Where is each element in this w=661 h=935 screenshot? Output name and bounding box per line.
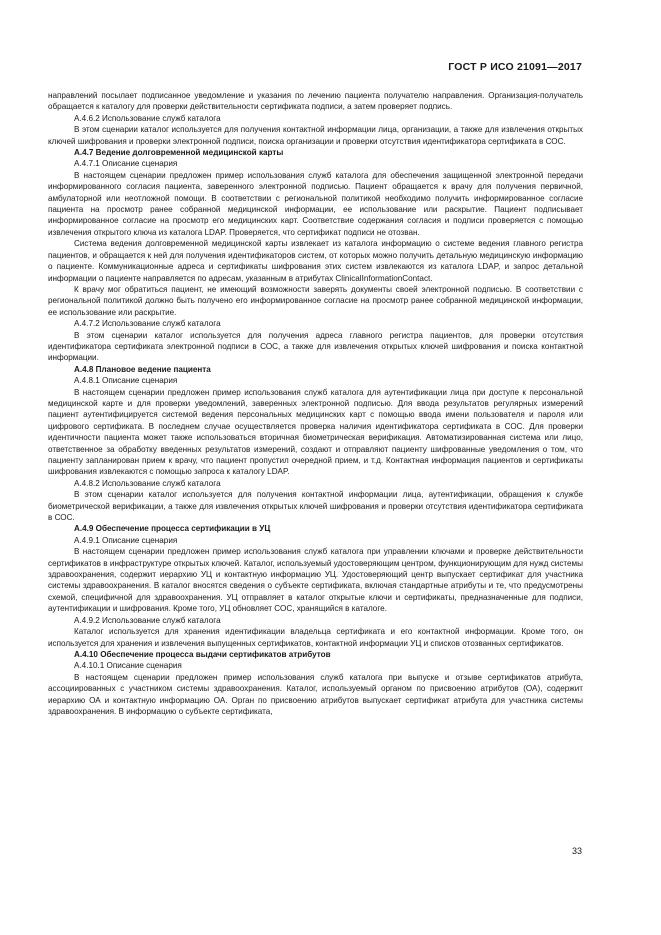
subsection-title: А.4.8.1 Описание сценария: [74, 376, 178, 386]
section-heading: А.4.8 Плановое ведение пациента: [74, 364, 211, 374]
subsection-title: А.4.7.2 Использование служб каталога: [74, 319, 221, 329]
body-paragraph: В настоящем сценарии предложен пример использования служб каталога при выпуске и отзыве сертификатов атрибута, ассоциированных с участником системы здравоохранения. Каталог, используемый органом по присвоению атрибутов (ОА), содержит иерархию ОА и контактную информацию ОА. Орган по присвоению атрибутов выпускает сертификат атрибута для участника системы здравоохранения. В информацию о субъекте сертификата,: [48, 672, 583, 716]
subsection-title: А.4.9.2 Использование служб каталога: [74, 615, 221, 625]
page-number: 33: [571, 846, 582, 856]
section-heading: А.4.10 Обеспечение процесса выдачи сертификатов атрибутов: [74, 649, 331, 659]
body-paragraph: К врачу мог обратиться пациент, не имеющий возможности заверять документы своей электронной подписью. В соответствии с региональной политикой должно быть получено его информированное согласие на просмотр ранее собранной медицинской информации, ее использование или раскрытие.: [48, 284, 583, 317]
body-paragraph: Система ведения долговременной медицинской карты извлекает из каталога информацию о системе ведения главного регистра пациентов, и обращается к ней для получения идентификаторов систем, от которых можно получить детальную медицинскую информацию о пациенте. Коммуникационные адреса и сертификаты шифрования этих систем извлекаются из каталога LDAP, и запрос детальной информации о пациенте направляется по адресам, указанным в атрибутах ClinicalInformationContact.: [48, 239, 583, 283]
continued-paragraph: направлений посылает подписанное уведомление и указания по лечению пациента получателю направления. Организация-получатель обращается к каталогу для проверки действительности сертификата подписи, а затем проверяет подпись.: [48, 91, 583, 112]
body-paragraph: В этом сценарии каталог используется для получения контактной информации лица, аутентификации, обращения к службе биометрической верификации, а также для извлечения открытых ключей шифрования и проверки отсутствия идентификатора сертификата в СОС.: [48, 490, 583, 523]
body-paragraph: В настоящем сценарии предложен пример использования служб каталога для обеспечения защищенной электронной передачи информированного согласия пациента, заверенного электронной подписью. Пациент обращается к врачу для получения первичной, амбулаторной или неотложной помощи. В соответствии с региональной политикой необходимо получить информированное согласие пациента на просмотр ранее собранной медицинской информации, ее использование или раскрытие. Пациент подписывает информированное согласие на просмотр его медицинских карт. Соответствие содержания согласия и подписи проверяется с помощью извлечения открытого ключа из каталога LDAP. Проверяется, что сертификат подписи не отозван.: [48, 170, 583, 237]
standard-header: ГОСТ Р ИСО 21091—2017: [448, 61, 582, 73]
subsection-title: А.4.6.2 Использование служб каталога: [74, 113, 221, 123]
body-paragraph: В этом сценарии каталог используется для получения контактной информации лица, организации, а также для извлечения открытых ключей шифрования и проверки электронной подписи, поиска организации и проверки отсутствия идентификатора сертификата в СОС.: [48, 125, 583, 146]
body-paragraph: В этом сценарии каталог используется для получения адреса главного регистра пациентов, для проверки отсутствия идентификатора сертификата электронной подписи в СОС, а также для извлечения открытых ключей шифрования и поиска контактной информации.: [48, 330, 583, 363]
section-heading: А.4.7 Ведение долговременной медицинской карты: [74, 148, 284, 158]
subsection-title: А.4.9.1 Описание сценария: [74, 535, 178, 545]
section-heading: А.4.9 Обеспечение процесса сертификации в УЦ: [74, 524, 271, 534]
body-paragraph: Каталог используется для хранения идентификации владельца сертификата и его контактной информации. Кроме того, он используется для хранения и извлечения выпущенных сертификатов, контактной информации УЦ и списков отозванных сертификатов.: [48, 627, 583, 648]
document-body: [48, 90, 583, 717]
body-paragraph: В настоящем сценарии предложен пример использования служб каталога при управлении ключами и проверке действительности сертификатов в инфраструктуре открытых ключей. Каталог, используемый удостоверяющим центром, функционирующим для нужд системы здравоохранения, содержит иерархию УЦ и контактную информацию УЦ. Удостоверяющий центр выпускает сертификат для участника системы здравоохранения. В каталог вносятся сведения о субъекте сертификата, включая стандартные атрибуты и те, что предусмотрены схемой, специфичной для здравоохранения. УЦ отправляет в каталог открытые ключи и сертификаты, предназначенные для подписи, аутентификации и шифрования. Кроме того, УЦ обновляет СОС, хранящийся в каталоге.: [48, 547, 583, 614]
subsection-title: А.4.8.2 Использование служб каталога: [74, 478, 221, 488]
body-paragraph: В настоящем сценарии предложен пример использования служб каталога для аутентификации лица при доступе к персональной медицинской карте и для проверки уведомлений, заверенных электронной подписью. Для ввода результатов регулярных измерений пациент аутентифицируется системой ведения персональных медицинских карт с помощью ввода имени пользователя и пароля или цифрового сертификата. В последнем случае осуществляется проверка наличия идентификатора сертификата в СОС. Для проверки идентичности пациента может также использоваться вторичная биометрическая верификация. Автоматизированная система или лицо, ответственное за обработку введенных результатов измерений, создают и отправляют пациенту шифрованные уведомления о том, что пациенту запланирован прием к врачу, что пациент пропустил очередной прием, и т.д. Контактная информация пациентов и сертификаты шифрования извлекаются с помощью запроса к каталогу LDAP.: [48, 387, 583, 477]
subsection-title: А.4.7.1 Описание сценария: [74, 159, 178, 169]
subsection-title: А.4.10.1 Описание сценария: [74, 661, 182, 671]
